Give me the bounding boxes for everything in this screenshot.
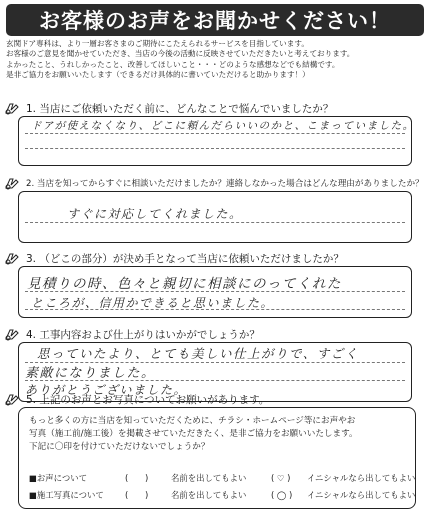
answer-1-line-1: ドアが使えなくなり、どこに頼んだらいいのかと、こまっていました。 — [31, 120, 415, 132]
question-3 — [4, 250, 426, 318]
question-5-title: 5. 上記のお声とお写真についてお願いがあります。 — [26, 393, 270, 406]
consent-row-photo — [29, 489, 415, 501]
initial-option-label: イニシャルなら出してもよい — [307, 473, 416, 483]
question-4-title: 4. 工事内容および仕上がりはいかがでしょうか？ — [26, 328, 260, 341]
consent-text: もっと多くの方に当店を知っていただくために、チラシ・ホームページ等にお声やお 写真（施工前/施工後）を掲載させていただきたく、是非ご協力をお願いいたします。 下記に〇印を付けていただけないでしょうか？ — [29, 416, 358, 452]
name-choice-paren[interactable]: ( ) — [125, 490, 149, 500]
consent-row-label: ■施工写真について — [29, 490, 104, 500]
question-5 — [4, 391, 426, 407]
question-2 — [4, 175, 426, 243]
question-1 — [4, 100, 426, 166]
name-choice-paren[interactable]: ( ) — [125, 473, 149, 483]
name-option-label: 名前を出してもよい — [171, 473, 247, 483]
answer-box-2 — [18, 191, 412, 243]
question-1-title: 1. 当店にご依頼いただく前に、どんなことで悩んでいましたか？ — [26, 102, 334, 115]
consent-row-voice — [29, 472, 415, 484]
answer-4-line-3: ありがとうございました。 — [25, 383, 188, 397]
initial-choice-paren[interactable]: ( ◯ ) — [271, 490, 293, 500]
answer-box-1 — [18, 116, 415, 166]
name-option-label: 名前を出してもよい — [171, 490, 247, 500]
question-3-title: 3. （どこの部分）が決め手となって当店に依頼いただけましたか？ — [26, 252, 344, 265]
question-2-title: 2. 当店を知ってからすぐに相談いただけましたか？連絡しなかった場合はどんな理由がありましたか？ — [26, 179, 424, 189]
page-title: お客様のお声をお聞かせください！ — [39, 9, 391, 33]
answer-3-line-2: ところが、信用かできると思いました。 — [31, 296, 275, 310]
answer-2-line-1: すぐに対応してくれました。 — [67, 207, 243, 221]
pencil-hand-icon — [4, 326, 26, 342]
answer-box-3 — [18, 266, 412, 318]
pencil-hand-icon — [4, 250, 26, 266]
pencil-hand-icon — [4, 175, 26, 191]
pencil-hand-icon — [4, 100, 26, 116]
answer-4-line-2: 素敵になりました。 — [25, 366, 156, 381]
answer-3-line-1: 見積りの時、色々と親切に相談にのってくれた — [27, 276, 342, 292]
consent-box — [18, 407, 416, 509]
initial-option-label: イニシャルなら出してもよい — [307, 490, 416, 500]
answer-4-line-1: 思っていたより、とても美しい仕上がりで、すごく — [37, 346, 359, 361]
pencil-hand-icon — [4, 391, 26, 407]
page-title-banner — [6, 4, 424, 36]
intro-text: 玄関ドア専科は、より一層お客さまのご期待にこたえられるサービスを目指しています。 お客様のご意見を聞かせていただき、当店の今後の活動に反映させていただきたいと考えております。 よかったこと、うれしかったこと、改善してほしいこと・・・どのような感想などでも結構です。 是非ご協力をお願いいたします（できるだけ具体的に書いていただけると助かります！） — [6, 39, 355, 80]
initial-choice-paren[interactable]: ( ♡ ) — [271, 473, 291, 483]
consent-row-label: ■お声について — [29, 473, 87, 483]
